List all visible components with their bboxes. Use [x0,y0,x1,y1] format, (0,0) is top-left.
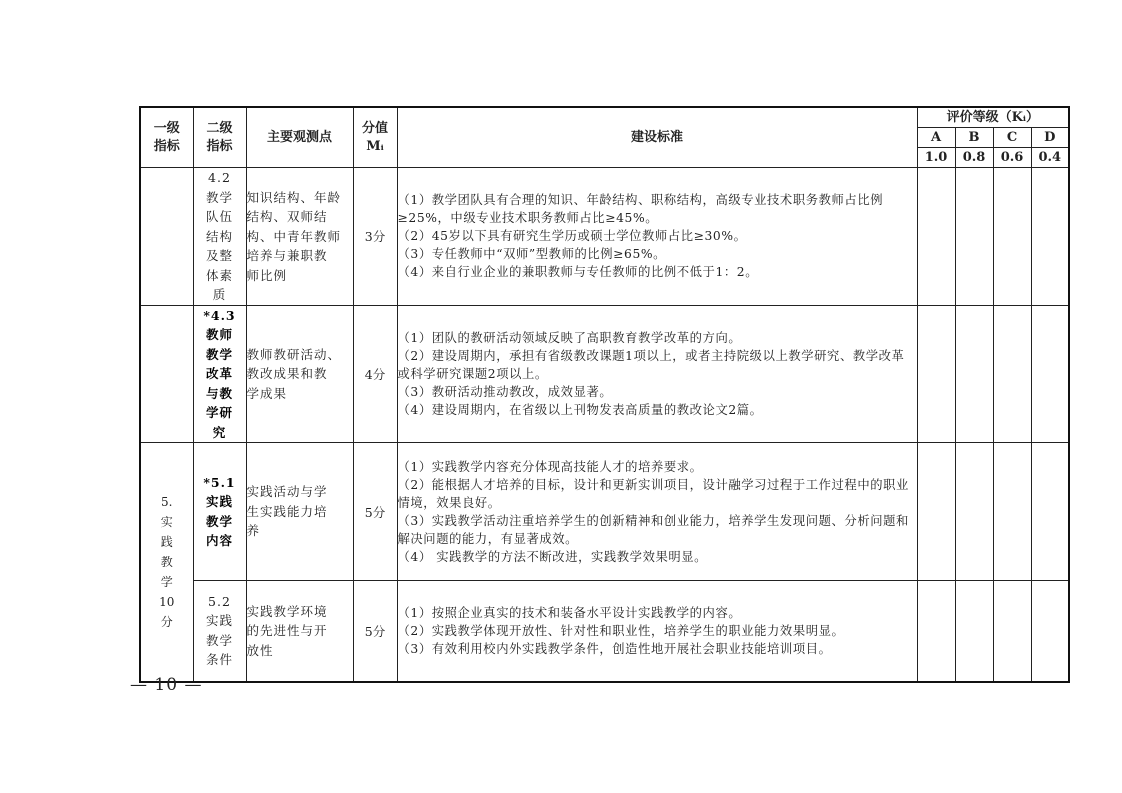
level2-cell: 4.2 教学 队伍 结构 及整 体素 质 [193,168,246,306]
grade-c: C [993,128,1031,148]
standard-cell: （1）实践教学内容充分体现高技能人才的培养要求。 （2）能根据人才培养的目标，设计和更新实训项目，设计融学习过程于工作过程中的职业情境，效果良好。 （3）实践教学活动注重培养学生的创新精神和创业能力，培养学生发现问题、分析问题和解决问题的能力，有显著成效。 （4） 实践教学的方法不断改进，实践教学效果明显。 [397,443,917,581]
grade-input-a[interactable] [917,168,955,306]
observation-cell: 教师教研活动、 教改成果和教 学成果 [246,305,353,443]
table-row [140,305,1069,443]
grade-input-b[interactable] [955,168,993,306]
header-level2: 二级 指标 [193,107,246,168]
grade-input-d[interactable] [1031,443,1069,581]
table-row [140,443,1069,581]
level1-cell [140,168,193,306]
grade-input-d[interactable] [1031,581,1069,682]
grade-value-b: 0.8 [955,148,993,168]
grade-input-a[interactable] [917,305,955,443]
score-cell: 4分 [353,305,397,443]
level2-cell: *5.1 实践 教学 内容 [193,443,246,581]
grade-value-a: 1.0 [917,148,955,168]
table-row [140,168,1069,306]
grade-value-c: 0.6 [993,148,1031,168]
observation-cell: 实践教学环境 的先进性与开 放性 [246,581,353,682]
grade-input-d[interactable] [1031,168,1069,306]
level1-cell-group5: 5. 实 践 教 学 10 分 [140,443,193,682]
header-level1: 一级 指标 [140,107,193,168]
standard-cell: （1）教学团队具有合理的知识、年龄结构、职称结构，高级专业技术职务教师占比例≥25%，中级专业技术职务教师占比≥45%。 （2）45岁以下具有研究生学历或硕士学位教师占比≥30%。 （3）专任教师中“双师”型教师的比例≥65%。 （4）来自行业企业的兼职教师与专任教师的比例不低于1：2。 [397,168,917,306]
score-cell: 5分 [353,443,397,581]
table-row [140,581,1069,682]
score-cell: 3分 [353,168,397,306]
standard-cell: （1）团队的教研活动领域反映了高职教育教学改革的方向。 （2）建设周期内，承担有省级教改课题1项以上，或者主持院级以上教学研究、教学改革或科学研究课题2项以上。 （3）教研活动推动教改，成效显著。 （4）建设周期内，在省级以上刊物发表高质量的教改论文2篇。 [397,305,917,443]
grade-input-b[interactable] [955,443,993,581]
header-grade-title: 评价等级（Kᵢ） [917,107,1069,128]
level2-cell: *4.3 教师 教学 改革 与教 学研 究 [193,305,246,443]
grade-input-c[interactable] [993,168,1031,306]
grade-input-d[interactable] [1031,305,1069,443]
level1-cell [140,305,193,443]
grade-value-d: 0.4 [1031,148,1069,168]
grade-input-b[interactable] [955,305,993,443]
header-standard: 建设标准 [397,107,917,168]
grade-input-c[interactable] [993,305,1031,443]
observation-cell: 知识结构、年龄 结构、双师结 构、中青年教师 培养与兼职教 师比例 [246,168,353,306]
standard-cell: （1）按照企业真实的技术和装备水平设计实践教学的内容。 （2）实践教学体现开放性、针对性和职业性，培养学生的职业能力效果明显。 （3）有效利用校内外实践教学条件，创造性地开展社会职业技能培训项目。 [397,581,917,682]
grade-input-c[interactable] [993,443,1031,581]
page-number: — 10 — [130,675,203,695]
observation-cell: 实践活动与学 生实践能力培 养 [246,443,353,581]
header-observation: 主要观测点 [246,107,353,168]
grade-a: A [917,128,955,148]
grade-b: B [955,128,993,148]
grade-input-a[interactable] [917,581,955,682]
grade-input-c[interactable] [993,581,1031,682]
score-cell: 5分 [353,581,397,682]
grade-d: D [1031,128,1069,148]
level2-cell: 5.2 实践 教学 条件 [193,581,246,682]
evaluation-table [139,106,1070,683]
grade-input-a[interactable] [917,443,955,581]
grade-input-b[interactable] [955,581,993,682]
header-score: 分值 Mᵢ [353,107,397,168]
